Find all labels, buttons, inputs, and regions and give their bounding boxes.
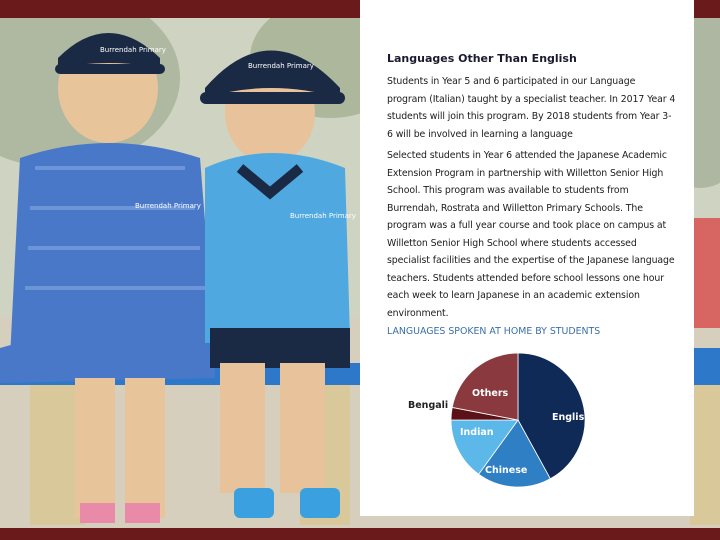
pie-label-bengali: Bengali [408,400,449,411]
pie-chart-svg [360,350,694,500]
shirt-text-left: Burrendah Primary [135,202,201,210]
hat-text-left: Burrendah Primary [100,46,166,54]
hat-text-right: Burrendah Primary [248,62,314,70]
pie-label-english: English [552,412,591,423]
pie-label-others: Others [472,388,509,399]
pie-label-chinese: Chinese [485,465,528,476]
content-panel-text [387,52,677,337]
section-heading: Languages Other Than English [387,52,577,65]
shirt-text-right: Burrendah Primary [290,212,356,220]
chart-heading: LANGUAGES SPOKEN AT HOME BY STUDENTS [387,326,601,337]
bottom-frame-bar [0,528,720,540]
paragraph-japanese-program: Selected students in Year 6 attended the Japanese Academic Extension Program in partnership with Willetton Senior High School. This program was available to students from Burrendah, Rostrata and Willetton Primary Schools. The program was a full year course and took place on campus at Willetton Senior High School where students accessed specialist facilities and the expertise of the Japanese language teachers. Students attended before school lessons one hour each week to learn Japanese in an academic extension environment. [387,150,675,319]
paragraph-italian-program: Students in Year 5 and 6 participated in our Language program (Italian) taught by a specialist teacher. In 2017 Year 4 students will join this program. By 2018 students from Year 3-6 will be involved in learning a language [387,76,676,140]
languages-pie-chart [360,350,694,500]
pie-label-indian: Indian [460,427,494,438]
